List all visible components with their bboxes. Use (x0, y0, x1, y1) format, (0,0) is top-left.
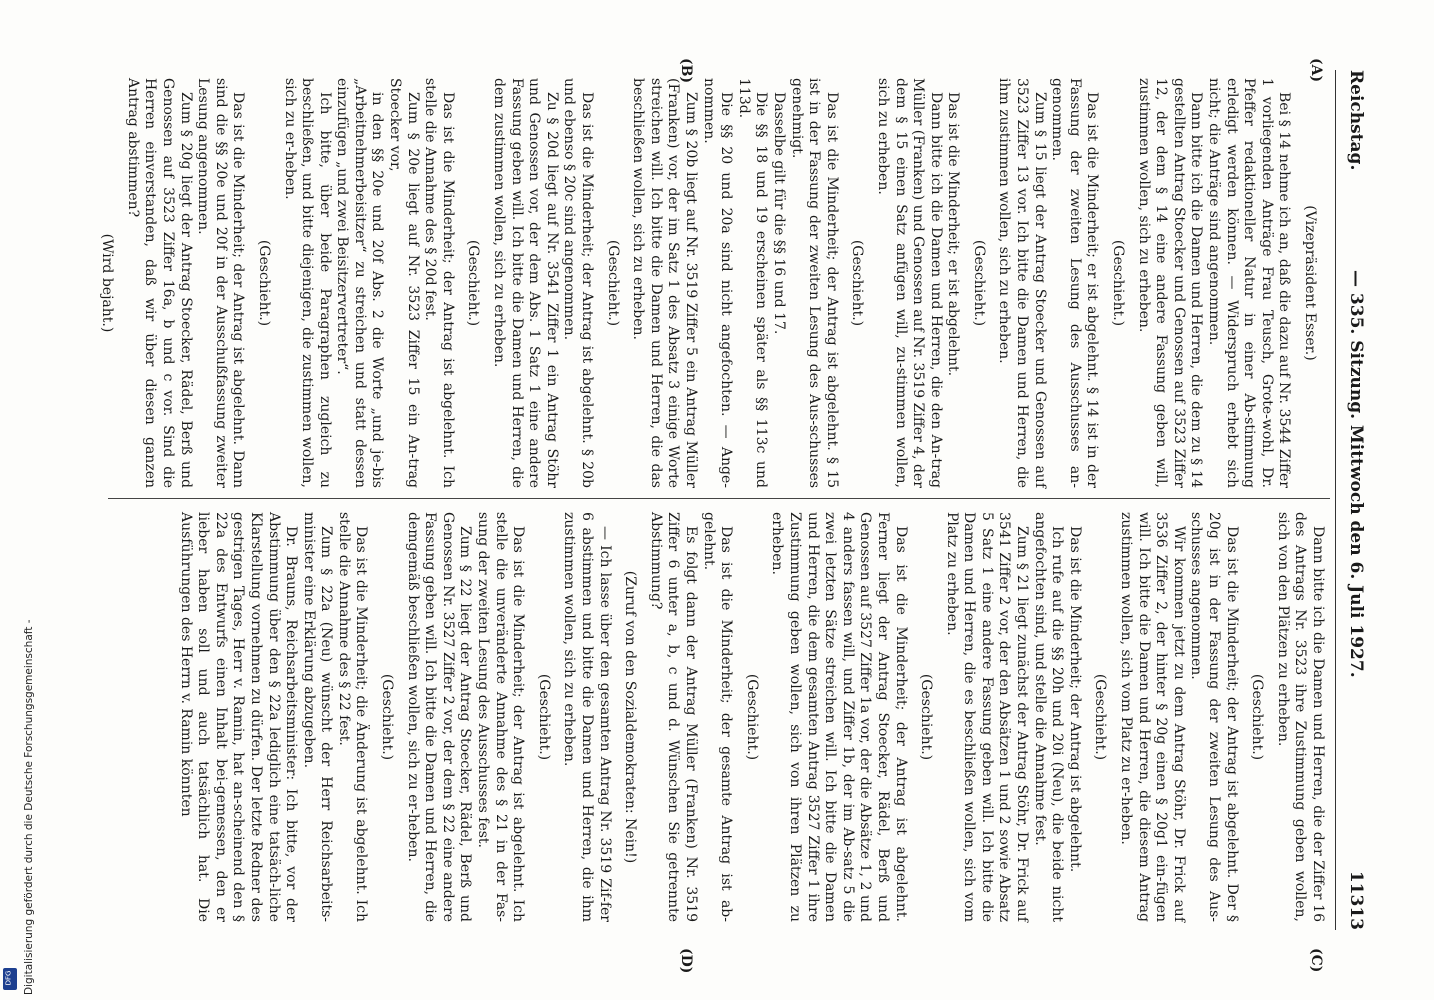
paragraph: Dasselbe gilt für die §§ 16 und 17. (770, 92, 787, 335)
paragraph: Die §§ 20 und 20a sind nicht angefochten. — Ange-nommen. (700, 78, 735, 488)
paragraph: Zum § 20g liegt der Antrag Stoecker, Rädel, Berß und Genossen auf 3523 Ziffer 16a, b und c vor. Sind die Herren einverstanden, daß wir über diesen ganzen Antrag abstimmen? (124, 78, 194, 488)
paragraph: Das ist die Minderheit; der Antrag ist abgelehnt. § 20b und ebenso § 20c sind angenommen. (561, 78, 596, 488)
paragraph: (Geschieht.) (970, 239, 987, 327)
header-rule (1335, 70, 1336, 930)
left-column (90, 78, 1326, 488)
paragraph: Zum § 20e liegt auf Nr. 3523 Ziffer 15 ein An-trag Stoecker vor, (387, 78, 421, 488)
paragraph: (Geschieht.) (1249, 673, 1266, 761)
paragraph: Dann bitte ich die Damen und Herren, die den An-trag Müller (Franken) und Genossen auf Nr. 3519 Ziffer 4, der dem § 15 einen Satz anfügen will, zu-stimmen wollen, sich zu erheben. (874, 78, 944, 488)
margin-marker-a: (A) (1308, 58, 1324, 83)
dfg-logo (3, 968, 17, 990)
paragraph: Das ist die Minderheit; die Änderung ist abgelehnt. Ich stelle die Annahme des § 22 fest. (335, 512, 370, 922)
margin-marker-d: (D) (678, 948, 694, 974)
margin-marker-b: (B) (678, 58, 694, 84)
paragraph: Das ist die Minderheit; der Antrag ist abgelehnt. (1066, 526, 1083, 873)
paragraph: Das ist die Minderheit; der Antrag ist abgelehnt. Der § 20g ist in der Fassung der zweiten Lesung des Aus-schusses angenommen. (1188, 512, 1240, 922)
paragraph: Ich bitte, über beide Paragraphen zugleich zu beschließen, und bitte diejenigen, die zustimmen wollen, sich zu er-heben. (281, 78, 333, 488)
paragraph: Wir kommen jetzt zu dem Antrag Stöhr, Dr. Frick auf 3536 Ziffer 2, der hinter § 20g einen § 20g1 ein-fügen will. Ich bitte die Damen und Herren, die diesem Antrag zustimmen wollen, sich vom Platz zu er-heben. (1118, 512, 1187, 922)
margin-marker-c: (C) (1308, 948, 1324, 973)
paragraph: Das ist die Minderheit; er ist abgelehnt. (945, 92, 962, 377)
paragraph: (Wird bejaht.) (99, 233, 116, 333)
paragraph: (Geschieht.) (1110, 239, 1127, 327)
paragraph: (Geschieht.) (604, 239, 621, 327)
paragraph: Zum § 22 liegt der Antrag Stoecker, Rädel, Berß und Genossen Nr. 3527 Ziffer 2 vor, der dem § 22 eine andere Fassung geben will. Ich bitte die Damen und Herren, die demgemäß beschließen wollen, sich zu er-heben. (404, 512, 474, 922)
paragraph: (Geschieht.) (918, 673, 935, 761)
paragraph: (Zuruf von den Sozialdemokraten: Nein!) (622, 570, 639, 864)
column-divider (108, 498, 1330, 499)
paragraph: Das ist die Minderheit; der Antrag ist abgelehnt. Ich stelle die Annahme des § 20d fest. (422, 78, 456, 488)
paragraph: Zum § 20b liegt auf Nr. 3519 Ziffer 5 ein Antrag Müller (Franken) vor, der im Satz 1 des Absatz 3 einige Worte streichen will. Ich bitte die Damen und Herren, die das beschließen wollen, sich zu erheben. (630, 78, 699, 488)
dfg-logo-text: DFG (4, 970, 13, 986)
right-column (176, 512, 1326, 922)
paragraph: Das ist die Minderheit; der gesamte Antrag ist ab-gelehnt. (700, 512, 735, 922)
paragraph: Das ist die Minderheit; der Antrag ist abgelehnt. Ferner liegt der Antrag Stoecker, Rädel, Berß und Genossen auf 3527 Ziffer 1a vor, der die Absätze 1, 2 und 4 anders fassen will, und Ziffer 1b, der im Ab-satz 5 die zwei letzten Sätze streichen will. Ich bitte die Damen und Herren, die dem gesamten Antrag 3527 Ziffer 1 ihre Zustimmung geben wollen, sich von ihren Plätzen zu erheben. (769, 512, 909, 922)
paragraph: (Geschieht.) (255, 239, 272, 327)
paragraph: in den §§ 20e und 20f Abs. 2 die Worte „und je-bis „Arbeitnehmerbeisitzer“ zu streichen und statt dessen einzufügen „und zwei Beisitzervertreter“. (334, 78, 386, 488)
paragraph: Zum § 15 liegt der Antrag Stoecker und Genossen auf 3523 Ziffer 13 vor. Ich bitte die Damen und Herren, die ihm zustimmen wollen, sich zu erheben. (996, 78, 1048, 488)
paragraph: Das ist die Minderheit; er ist abgelehnt. § 14 ist in der Fassung der zweiten Lesung des Ausschusses an-genommen. (1049, 78, 1101, 488)
paragraph: Bei § 14 nehme ich an, daß die dazu auf Nr. 3544 Ziffer 1 vorliegenden Anträge Frau Teusch, Grote-wohl, Dr. Pfeffer redaktioneller Natur in einer Ab-stimmung erledigt werden können. — Widerspruch erhebt sich nicht; die Anträge sind angenommen. (1206, 78, 1293, 488)
paragraph: Die §§ 18 und 19 erscheinen später als §§ 113c und 113d. (735, 78, 770, 488)
page-header (1334, 70, 1374, 930)
page-number: 11313 (1346, 870, 1366, 930)
paragraph: Zu § 20d liegt auf Nr. 3541 Ziffer 1 ein Antrag Stöhr und Genossen vor, der dem Abs. 1 Satz 1 eine andere Fassung geben will. Ich bitte die Damen und Herren, die dem zustimmen wollen, sich zu erheben. (491, 78, 560, 488)
paragraph: Zum § 22a (Neu) wünscht der Herr Reichsarbeits-minister eine Erklärung abzugeben. (300, 512, 335, 922)
paragraph: Dr. Brauns, Reichsarbeitsminister: Ich bitte, vor der Abstimmung über den § 22a lediglich eine tatsäch-liche Klarstellung vornehmen zu dürfen. Der letzte Redner des gestrigen Tages, Herr v. Ramin, hat an-scheinend den § 22a des Entwurfs einen Inhalt bei-gemessen, den er lieber haben soll und auch tatsächlich hat. Die Ausführungen des Herrn v. Ramin könnten (177, 512, 300, 922)
paragraph: Ich rufe auf die §§ 20h und 20i (Neu), die beide nicht angefochten sind, und stelle die Annahme fest. (1031, 512, 1066, 922)
header-left: Reichstag. (1346, 70, 1366, 171)
paragraph: — Ich lasse über den gesamten Antrag Nr. 3519 Zif-fer 6 abstimmen und bitte die Damen und Herren, die ihm zustimmen wollen, sich zu erheben. (561, 512, 613, 922)
paragraph: (Geschieht.) (379, 673, 396, 761)
paragraph: (Geschieht.) (465, 239, 482, 327)
paragraph: Das ist die Minderheit; der Antrag ist abgelehnt. Dann sind die §§ 20e und 20f in der Ausschußfassung zweiter Lesung angenommen. (195, 78, 247, 488)
paragraph: Dann bitte ich die Damen und Herren, die dem zu § 14 gestellten Antrag Stoecker und Genossen auf 3523 Ziffer 12, der dem § 14 eine andere Fassung geben will, zustimmen wollen, sich zu erheben. (1135, 78, 1205, 488)
paragraph: (Geschieht.) (1092, 673, 1109, 761)
paragraph: Das ist die Minderheit; der Antrag ist abgelehnt. § 15 ist in der Fassung der zweiten Lesung des Aus-schusses genehmigt. (788, 78, 840, 488)
footer-text: Digitalisierung gefördert durch die Deutsche Forschungsgemeinschaft - (23, 619, 35, 995)
paragraph: (Geschieht.) (535, 673, 552, 761)
header-center: — 335. Sitzung. Mittwoch den 6. Juli 1927. (1346, 270, 1366, 678)
paragraph: Das ist die Minderheit; der Antrag ist abgelehnt. Ich stelle die unveränderte Annahme des § 21 in der Fas-sung der zweiten Lesung des Ausschusses fest. (475, 512, 527, 922)
paragraph: (Geschieht.) (849, 239, 866, 327)
paragraph: (Geschieht.) (743, 673, 760, 761)
paragraph: Dann bitte ich die Damen und Herren, die der Ziffer 16 des Antrags Nr. 3523 ihre Zustimmung geben wollen, sich von den Plätzen zu erheben. (1274, 512, 1326, 922)
paragraph: Es folgt dann der Antrag Müller (Franken) Nr. 3519 Ziffer 6 unter a, b, c und d. Wünschen Sie getrennte Abstimmung? (647, 512, 699, 922)
paragraph: Zum § 21 liegt zunächst der Antrag Stöhr, Dr. Frick auf 3541 Ziffer 2 vor, der den Absätzen 1 und 2 sowie Absatz 5 Satz 1 eine andere Fassung geben will. Ich bitte die Damen und Herren, die es beschließen wollen, sich vom Platz zu erheben. (943, 512, 1031, 922)
paragraph: (Vizepräsident Esser.) (1302, 205, 1318, 361)
digitization-footer (2, 595, 35, 995)
